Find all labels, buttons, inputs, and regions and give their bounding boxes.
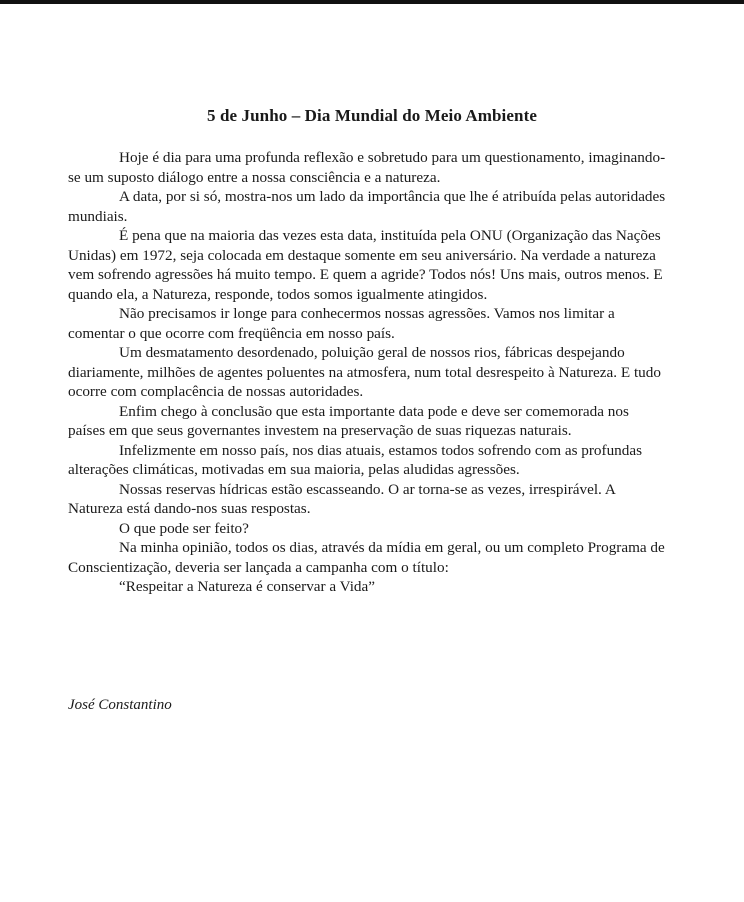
paragraph: A data, por si só, mostra-nos um lado da importância que lhe é atribuída pelas autoridades mundiais. (68, 188, 666, 225)
paragraph: Hoje é dia para uma profunda reflexão e sobretudo para um questionamento, imaginando-se um suposto diálogo entre a nossa consciência e a natureza. (68, 149, 666, 186)
paragraph: O que pode ser feito? (119, 519, 249, 537)
paragraph: Não precisamos ir longe para conhecermos nossas agressões. Vamos nos limitar a comentar o que ocorre com freqüência em nosso país. (68, 305, 615, 342)
paragraph: Nossas reservas hídricas estão escasseando. O ar torna-se as vezes, irrespirável. A Natureza está dando-nos suas respostas. (68, 480, 615, 517)
author-signature: José Constantino (68, 697, 172, 713)
document-body (68, 148, 668, 597)
closing-quote: “Respeitar a Natureza é conservar a Vida” (119, 578, 376, 595)
paragraph: Um desmatamento desordenado, poluição geral de nossos rios, fábricas despejando diariamente, milhões de agentes poluentes na atmosfera, num total desrespeito à Natureza. E tudo ocorre com complacência de nossas autoridades. (68, 344, 661, 400)
paragraph: Infelizmente em nosso país, nos dias atuais, estamos todos sofrendo com as profundas alterações climáticas, motivadas em sua maioria, pelas aludidas agressões. (68, 441, 643, 478)
paragraph: É pena que na maioria das vezes esta data, instituída pela ONU (Organização das Nações Unidas) em 1972, seja colocada em destaque somente em seu aniversário. Na verdade a natureza vem sofrendo agressões há muito tempo. E quem a agride? Todos nós! Uns mais, outros menos. E quando ela, a Natureza, responde, todos somos igualmente atingidos. (68, 227, 663, 303)
paragraph: Na minha opinião, todos os dias, através da mídia em geral, ou um completo Programa de Conscientização, deveria ser lançada a campanha com o título: (68, 539, 665, 576)
paragraph: Enfim chego à conclusão que esta importante data pode e deve ser comemorada nos países em que seus governantes investem na preservação de suas riquezas naturais. (68, 402, 629, 439)
document-title: 5 de Junho – Dia Mundial do Meio Ambiente (207, 106, 537, 125)
